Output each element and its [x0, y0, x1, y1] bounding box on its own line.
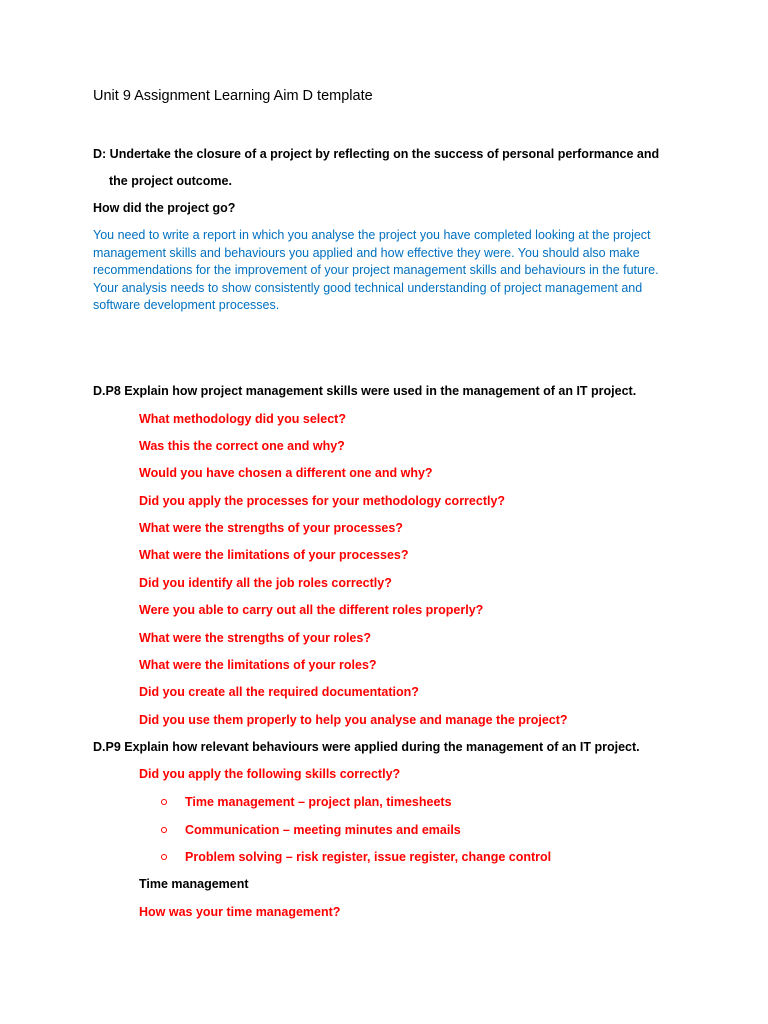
p8-question: Was this the correct one and why?: [139, 439, 345, 453]
question-heading: How did the project go?: [93, 201, 236, 215]
p9-bullet-item: Problem solving – risk register, issue register, change control: [185, 850, 552, 864]
bullet-circle-icon: [161, 799, 167, 805]
p8-question: Did you apply the processes for your methodology correctly?: [139, 494, 506, 508]
p9-bullet-item: Time management – project plan, timesheets: [185, 795, 452, 809]
p9-heading: D.P9 Explain how relevant behaviours were applied during the management of an IT project.: [93, 740, 640, 754]
p8-question: What were the strengths of your processes?: [139, 521, 403, 535]
bullet-circle-icon: [161, 854, 167, 860]
p8-question: What were the limitations of your processes?: [139, 548, 409, 562]
p8-question: Did you identify all the job roles correctly?: [139, 576, 392, 590]
p8-question: What methodology did you select?: [139, 412, 346, 426]
p8-question: What were the strengths of your roles?: [139, 631, 371, 645]
p9-lead-question: Did you apply the following skills correctly?: [139, 767, 401, 781]
aim-line-2: the project outcome.: [109, 174, 232, 188]
p8-question: What were the limitations of your roles?: [139, 658, 377, 672]
p8-question: Did you create all the required documentation?: [139, 685, 419, 699]
p8-question: Would you have chosen a different one and why?: [139, 466, 433, 480]
time-management-subheading: Time management: [139, 877, 249, 891]
p8-question: Did you use them properly to help you analyse and manage the project?: [139, 713, 568, 727]
intro-paragraph: You need to write a report in which you analyse the project you have completed looking at the project management skills and behaviours you applied and how effective they were. You should also make recommendations for the improvement of your project management skills and behaviours in the future. Your analysis needs to show consistently good technical understanding of project management and software development processes.: [93, 228, 659, 313]
p9-bullet-item: Communication – meeting minutes and emails: [185, 823, 461, 837]
p8-question: Were you able to carry out all the different roles properly?: [139, 603, 484, 617]
document-title: Unit 9 Assignment Learning Aim D template: [93, 88, 373, 104]
time-management-question: How was your time management?: [139, 905, 341, 919]
aim-line-1: D: Undertake the closure of a project by reflecting on the success of personal performance and: [93, 147, 660, 161]
p8-heading: D.P8 Explain how project management skills were used in the management of an IT project.: [93, 384, 637, 398]
bullet-circle-icon: [161, 827, 167, 833]
